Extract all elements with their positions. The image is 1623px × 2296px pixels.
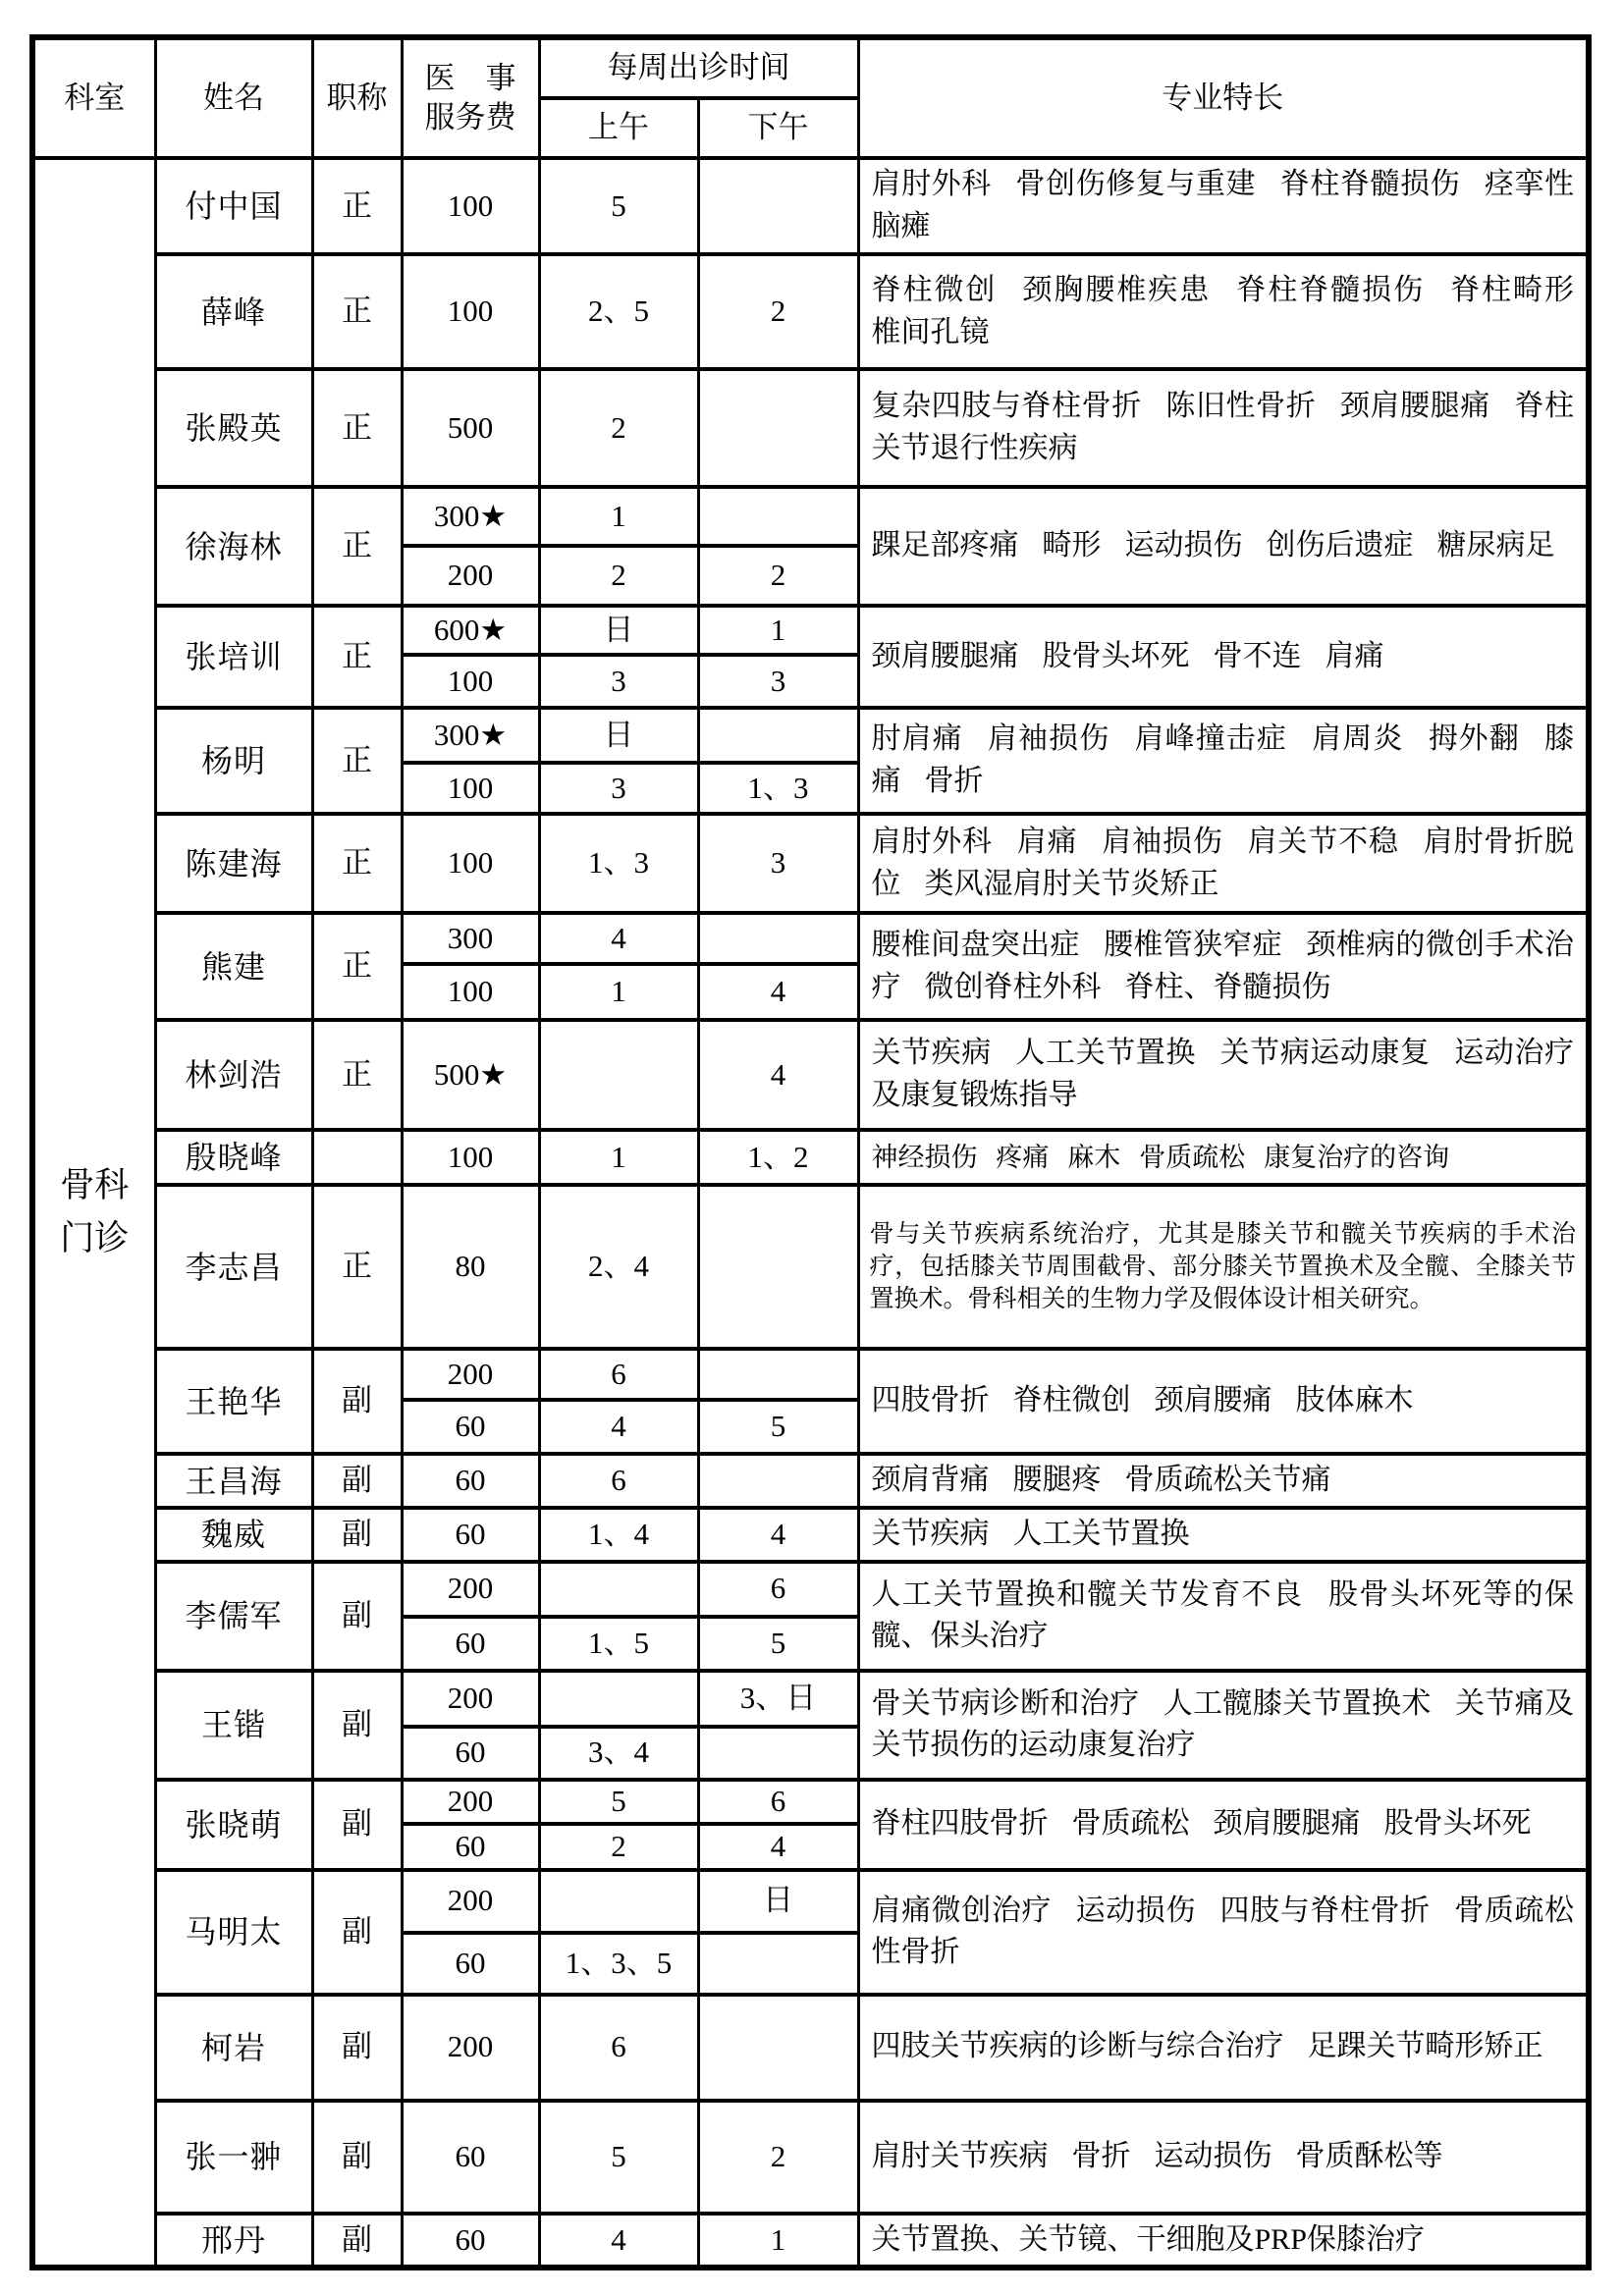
title-cell: 副 <box>312 2101 402 2214</box>
am-cell: 5 <box>539 1780 698 1824</box>
pm-cell: 3、日 <box>698 1671 858 1727</box>
pm-cell: 6 <box>698 1562 858 1617</box>
specialty-cell: 四肢关节疾病的诊断与综合治疗 足踝关节畸形矫正 <box>858 1995 1589 2101</box>
department-cell <box>32 158 155 2268</box>
department-label: 骨科门诊 <box>60 1165 130 1258</box>
pm-cell <box>698 1933 858 1995</box>
fee-cell: 200 <box>402 1780 539 1824</box>
fee-cell: 200 <box>402 1349 539 1400</box>
fee-cell: 300 <box>402 913 539 964</box>
title-cell: 正 <box>312 606 402 708</box>
am-cell: 2 <box>539 546 698 606</box>
title-cell: 副 <box>312 2214 402 2269</box>
title-cell: 副 <box>312 1508 402 1562</box>
doctor-name-cell: 殷晓峰 <box>155 1130 312 1185</box>
title-cell: 副 <box>312 1454 402 1508</box>
fee-cell: 60 <box>402 1727 539 1780</box>
pm-cell <box>698 369 858 487</box>
am-cell: 1、3、5 <box>539 1933 698 1995</box>
doctor-name-cell: 邢丹 <box>155 2214 312 2269</box>
fee-cell: 60 <box>402 1400 539 1454</box>
am-cell: 5 <box>539 2101 698 2214</box>
specialty-cell: 肩肘外科 骨创伤修复与重建 脊柱脊髓损伤 痉挛性脑瘫 <box>858 158 1589 254</box>
am-cell: 6 <box>539 1995 698 2101</box>
am-cell: 3 <box>539 655 698 708</box>
specialty-cell: 颈肩腰腿痛 股骨头坏死 骨不连 肩痛 <box>858 606 1589 708</box>
fee-cell: 80 <box>402 1185 539 1349</box>
pm-cell: 1 <box>698 606 858 655</box>
am-cell: 5 <box>539 158 698 254</box>
fee-cell: 60 <box>402 2214 539 2269</box>
header-title: 职称 <box>312 37 402 158</box>
pm-cell <box>698 158 858 254</box>
doctor-name-cell: 李儒军 <box>155 1562 312 1671</box>
am-cell: 日 <box>539 708 698 763</box>
fee-cell: 100 <box>402 964 539 1020</box>
fee-cell: 500 <box>402 369 539 487</box>
doctor-row <box>32 1780 1589 1824</box>
fee-cell: 100 <box>402 655 539 708</box>
doctor-name-cell: 杨明 <box>155 708 312 814</box>
pm-cell: 2 <box>698 2101 858 2214</box>
header-schedule: 每周出诊时间 <box>539 37 858 98</box>
specialty-cell: 颈肩背痛 腰腿疼 骨质疏松关节痛 <box>858 1454 1589 1508</box>
title-cell: 副 <box>312 1780 402 1870</box>
doctor-row <box>32 2214 1589 2269</box>
doctor-schedule-table <box>29 34 1592 2270</box>
doctor-name-cell: 张培训 <box>155 606 312 708</box>
doctor-row <box>32 1185 1589 1349</box>
specialty-cell: 关节疾病 人工关节置换 <box>858 1508 1589 1562</box>
pm-cell: 5 <box>698 1400 858 1454</box>
doctor-name-cell: 陈建海 <box>155 814 312 913</box>
doctor-row <box>32 1870 1589 1933</box>
am-cell: 6 <box>539 1454 698 1508</box>
fee-cell: 100 <box>402 1130 539 1185</box>
am-cell <box>539 1671 698 1727</box>
fee-cell: 200 <box>402 1995 539 2101</box>
specialty-cell: 骨关节病诊断和治疗 人工髋膝关节置换术 关节痛及关节损伤的运动康复治疗 <box>858 1671 1589 1780</box>
doctor-row <box>32 1671 1589 1727</box>
doctor-name-cell: 魏威 <box>155 1508 312 1562</box>
fee-cell: 100 <box>402 763 539 814</box>
specialty-cell: 肩肘关节疾病 骨折 运动损伤 骨质酥松等 <box>858 2101 1589 2214</box>
fee-cell: 60 <box>402 1454 539 1508</box>
title-cell: 副 <box>312 1995 402 2101</box>
am-cell: 6 <box>539 1349 698 1400</box>
header-fee <box>402 37 539 158</box>
fee-cell: 100 <box>402 158 539 254</box>
pm-cell: 1、3 <box>698 763 858 814</box>
am-cell: 3、4 <box>539 1727 698 1780</box>
title-cell: 正 <box>312 814 402 913</box>
title-cell: 正 <box>312 1185 402 1349</box>
doctor-name-cell: 林剑浩 <box>155 1020 312 1130</box>
fee-cell: 60 <box>402 1508 539 1562</box>
fee-cell: 60 <box>402 1824 539 1870</box>
pm-cell: 日 <box>698 1870 858 1933</box>
header-am: 上午 <box>539 98 698 158</box>
fee-cell: 100 <box>402 814 539 913</box>
am-cell: 日 <box>539 606 698 655</box>
am-cell <box>539 1020 698 1130</box>
doctor-name-cell: 柯岩 <box>155 1995 312 2101</box>
am-cell: 3 <box>539 763 698 814</box>
header-fee-line2: 服务费 <box>424 100 516 134</box>
specialty-cell: 肩肘外科 肩痛 肩袖损伤 肩关节不稳 肩肘骨折脱位 类风湿肩肘关节炎矫正 <box>858 814 1589 913</box>
header-name: 姓名 <box>155 37 312 158</box>
pm-cell: 3 <box>698 655 858 708</box>
fee-cell: 100 <box>402 254 539 369</box>
title-cell: 副 <box>312 1870 402 1995</box>
am-cell: 2 <box>539 369 698 487</box>
title-cell: 副 <box>312 1562 402 1671</box>
specialty-cell: 关节疾病 人工关节置换 关节病运动康复 运动治疗及康复锻炼指导 <box>858 1020 1589 1130</box>
pm-cell: 4 <box>698 1508 858 1562</box>
doctor-row <box>32 158 1589 254</box>
pm-cell: 4 <box>698 1020 858 1130</box>
am-cell: 1、5 <box>539 1617 698 1671</box>
title-cell: 正 <box>312 369 402 487</box>
am-cell <box>539 1870 698 1933</box>
specialty-cell: 脊柱四肢骨折 骨质疏松 颈肩腰腿痛 股骨头坏死 <box>858 1780 1589 1870</box>
doctor-row <box>32 1454 1589 1508</box>
header-row-1 <box>32 37 1589 98</box>
doctor-row <box>32 708 1589 763</box>
pm-cell <box>698 708 858 763</box>
header-fee-line1: 医 事 <box>424 61 516 95</box>
specialty-cell: 肘肩痛 肩袖损伤 肩峰撞击症 肩周炎 拇外翻 膝痛 骨折 <box>858 708 1589 814</box>
title-cell: 正 <box>312 487 402 606</box>
doctor-name-cell: 张晓萌 <box>155 1780 312 1870</box>
doctor-name-cell: 马明太 <box>155 1870 312 1995</box>
am-cell: 1、3 <box>539 814 698 913</box>
doctor-name-cell: 张殿英 <box>155 369 312 487</box>
pm-cell: 2 <box>698 546 858 606</box>
title-cell: 正 <box>312 708 402 814</box>
am-cell: 1 <box>539 487 698 546</box>
specialty-cell: 复杂四肢与脊柱骨折 陈旧性骨折 颈肩腰腿痛 脊柱关节退行性疾病 <box>858 369 1589 487</box>
pm-cell: 2 <box>698 254 858 369</box>
am-cell: 1 <box>539 1130 698 1185</box>
am-cell: 4 <box>539 2214 698 2269</box>
pm-cell: 3 <box>698 814 858 913</box>
doctor-row <box>32 1995 1589 2101</box>
header-dept: 科室 <box>32 37 155 158</box>
doctor-row <box>32 2101 1589 2214</box>
doctor-name-cell: 付中国 <box>155 158 312 254</box>
pm-cell: 1 <box>698 2214 858 2269</box>
title-cell <box>312 1130 402 1185</box>
doctor-row <box>32 1130 1589 1185</box>
pm-cell: 5 <box>698 1617 858 1671</box>
header-pm: 下午 <box>698 98 858 158</box>
doctor-name-cell: 王艳华 <box>155 1349 312 1454</box>
am-cell: 1 <box>539 964 698 1020</box>
pm-cell <box>698 1995 858 2101</box>
pm-cell <box>698 1454 858 1508</box>
doctor-name-cell: 王昌海 <box>155 1454 312 1508</box>
title-cell: 正 <box>312 158 402 254</box>
title-cell: 正 <box>312 254 402 369</box>
am-cell: 2、5 <box>539 254 698 369</box>
doctor-row <box>32 254 1589 369</box>
doctor-name-cell: 徐海林 <box>155 487 312 606</box>
doctor-row <box>32 913 1589 964</box>
am-cell: 4 <box>539 913 698 964</box>
fee-cell: 60 <box>402 2101 539 2214</box>
doctor-name-cell: 王锴 <box>155 1671 312 1780</box>
header-specialty: 专业特长 <box>858 37 1589 158</box>
pm-cell: 6 <box>698 1780 858 1824</box>
specialty-cell: 踝足部疼痛 畸形 运动损伤 创伤后遗症 糖尿病足 <box>858 487 1589 606</box>
specialty-cell: 脊柱微创 颈胸腰椎疾患 脊柱脊髓损伤 脊柱畸形 椎间孔镜 <box>858 254 1589 369</box>
specialty-cell: 腰椎间盘突出症 腰椎管狭窄症 颈椎病的微创手术治疗 微创脊柱外科 脊柱、脊髓损伤 <box>858 913 1589 1020</box>
fee-cell: 500★ <box>402 1020 539 1130</box>
fee-cell: 200 <box>402 1562 539 1617</box>
doctor-name-cell: 熊建 <box>155 913 312 1020</box>
doctor-row <box>32 814 1589 913</box>
pm-cell <box>698 1727 858 1780</box>
am-cell: 4 <box>539 1400 698 1454</box>
fee-cell: 200 <box>402 1870 539 1933</box>
pm-cell <box>698 487 858 546</box>
pm-cell <box>698 913 858 964</box>
fee-cell: 60 <box>402 1933 539 1995</box>
doctor-row <box>32 606 1589 655</box>
title-cell: 正 <box>312 913 402 1020</box>
specialty-cell: 四肢骨折 脊柱微创 颈肩腰痛 肢体麻木 <box>858 1349 1589 1454</box>
pm-cell: 4 <box>698 1824 858 1870</box>
specialty-cell: 神经损伤 疼痛 麻木 骨质疏松 康复治疗的咨询 <box>858 1130 1589 1185</box>
specialty-cell: 肩痛微创治疗 运动损伤 四肢与脊柱骨折 骨质疏松性骨折 <box>858 1870 1589 1995</box>
am-cell: 2 <box>539 1824 698 1870</box>
doctor-name-cell: 张一翀 <box>155 2101 312 2214</box>
specialty-cell: 骨与关节疾病系统治疗，尤其是膝关节和髋关节疾病的手术治疗，包括膝关节周围截骨、部分膝关节置换术及全髋、全膝关节置换术。骨科相关的生物力学及假体设计相关研究。 <box>858 1185 1589 1349</box>
doctor-name-cell: 薛峰 <box>155 254 312 369</box>
am-cell: 1、4 <box>539 1508 698 1562</box>
fee-cell: 200 <box>402 1671 539 1727</box>
doctor-row <box>32 1508 1589 1562</box>
pm-cell: 1、2 <box>698 1130 858 1185</box>
pm-cell <box>698 1349 858 1400</box>
fee-cell: 600★ <box>402 606 539 655</box>
fee-cell: 60 <box>402 1617 539 1671</box>
doctor-row <box>32 1562 1589 1617</box>
doctor-row <box>32 1020 1589 1130</box>
specialty-cell: 人工关节置换和髋关节发育不良 股骨头坏死等的保髋、保头治疗 <box>858 1562 1589 1671</box>
title-cell: 副 <box>312 1671 402 1780</box>
title-cell: 副 <box>312 1349 402 1454</box>
fee-cell: 300★ <box>402 487 539 546</box>
fee-cell: 300★ <box>402 708 539 763</box>
am-cell: 2、4 <box>539 1185 698 1349</box>
doctor-row <box>32 487 1589 546</box>
doctor-row <box>32 1349 1589 1400</box>
title-cell: 正 <box>312 1020 402 1130</box>
am-cell <box>539 1562 698 1617</box>
fee-cell: 200 <box>402 546 539 606</box>
pm-cell: 4 <box>698 964 858 1020</box>
pm-cell <box>698 1185 858 1349</box>
specialty-cell: 关节置换、关节镜、干细胞及PRP保膝治疗 <box>858 2214 1589 2269</box>
doctor-name-cell: 李志昌 <box>155 1185 312 1349</box>
doctor-row <box>32 369 1589 487</box>
